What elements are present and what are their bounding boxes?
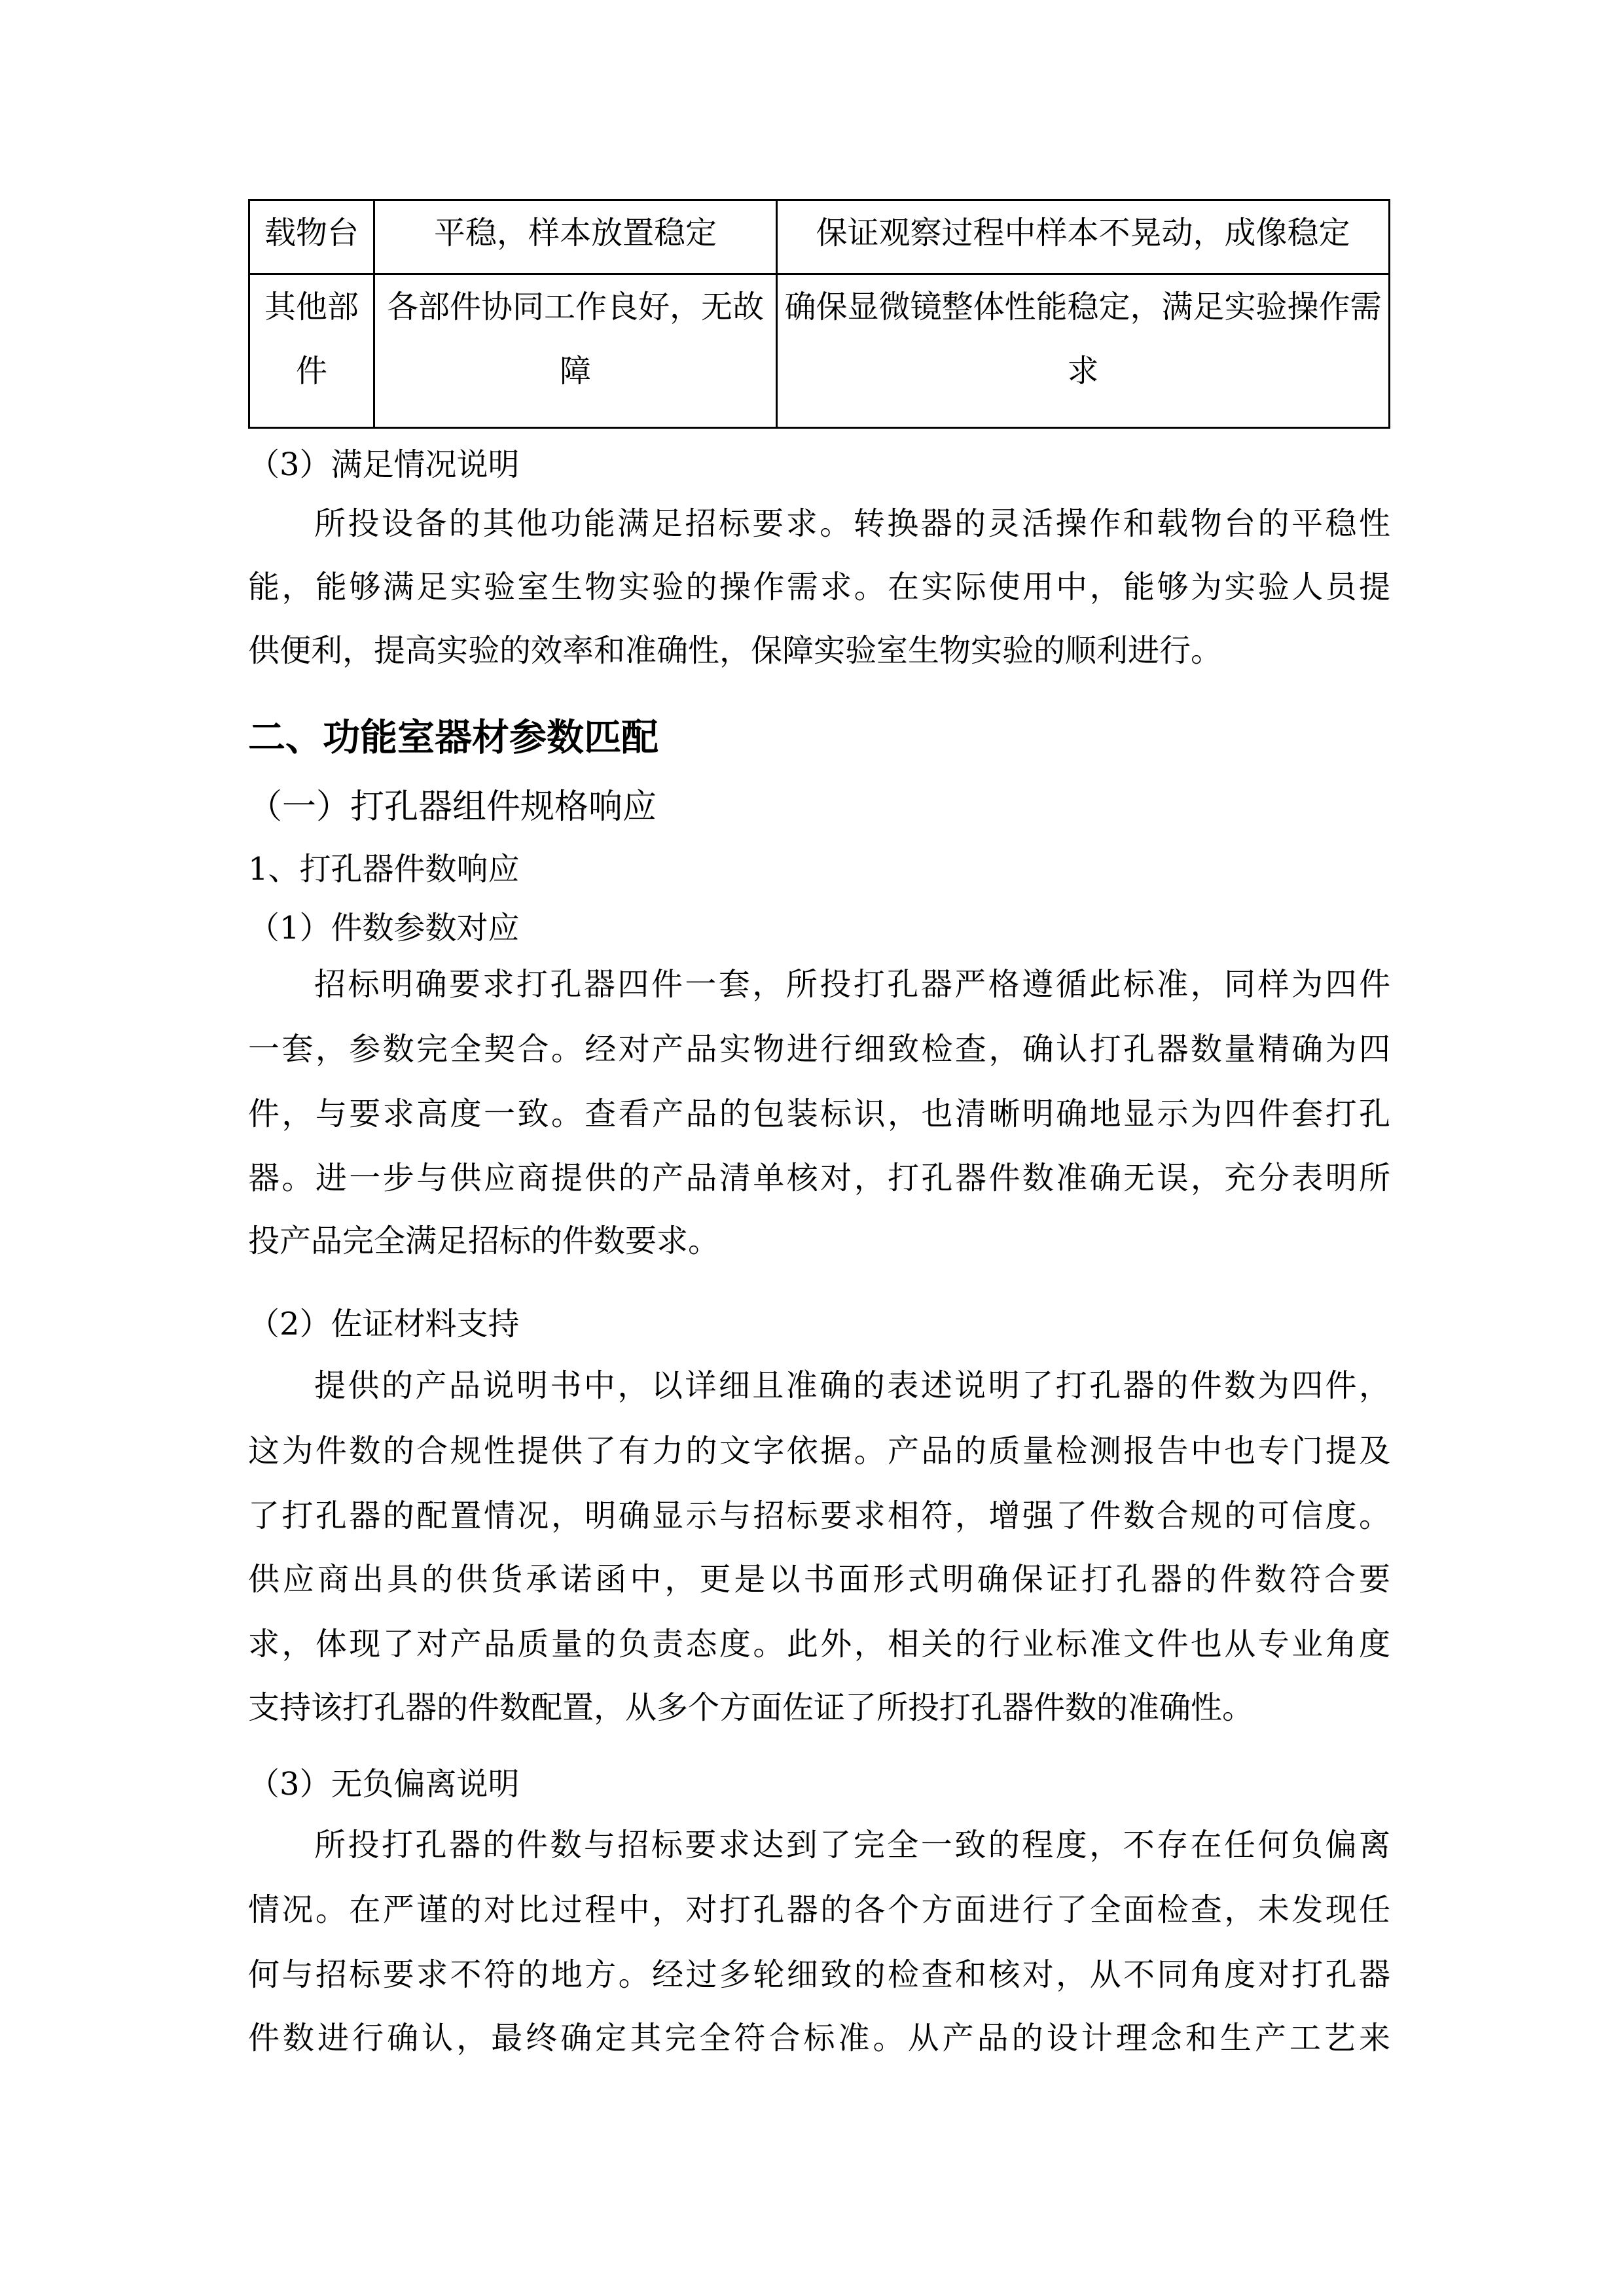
subheading: （3）无负偏离说明 [248,1766,520,1803]
table-cell: 载物台 [249,200,374,274]
paragraph-line: 何与招标要求不符的地方。经过多轮细致的检查和核对，从不同角度对打孔器 [248,1956,1390,1993]
table-cell: 确保显微镜整体性能稳定，满足实验操作需求 [777,274,1390,428]
paragraph-line: 器。进一步与供应商提供的产品清单核对，打孔器件数准确无误，充分表明所 [248,1160,1390,1196]
paragraph-line: 件，与要求高度一致。查看产品的包装标识，也清晰明确地显示为四件套打孔 [248,1096,1390,1132]
table-cell: 其他部件 [249,274,374,428]
table-cell: 各部件协同工作良好，无故障 [374,274,777,428]
paragraph-line: 招标明确要求打孔器四件一套，所投打孔器严格遵循此标准，同样为四件 [314,966,1390,1003]
subheading: （3）满足情况说明 [248,446,520,483]
subheading: （2）佐证材料支持 [248,1306,520,1342]
paragraph-line: 投产品完全满足招标的件数要求。 [248,1223,720,1259]
paragraph-line: 情况。在严谨的对比过程中，对打孔器的各个方面进行了全面检查，未发现任 [248,1892,1390,1928]
paragraph-line: 件数进行确认，最终确定其完全符合标准。从产品的设计理念和生产工艺来 [248,2020,1390,2056]
paragraph-line: 一套，参数完全契合。经对产品实物进行细致检查，确认打孔器数量精确为四 [248,1031,1390,1067]
section-heading: 二、功能室器材参数匹配 [248,716,659,759]
paragraph-line: 供便利，提高实验的效率和准确性，保障实验室生物实验的顺利进行。 [248,632,1223,669]
table-row [249,200,1390,274]
paragraph-line: 这为件数的合规性提供了有力的文字依据。产品的质量检测报告中也专门提及 [248,1433,1390,1469]
paragraph-line: 了打孔器的配置情况，明确显示与招标要求相符，增强了件数合规的可信度。 [248,1498,1390,1534]
paragraph-line: 求，体现了对产品质量的负责态度。此外，相关的行业标准文件也从专业角度 [248,1626,1390,1662]
spec-table [248,199,1390,429]
section-heading: （一）打孔器组件规格响应 [248,787,657,827]
paragraph-line: 支持该打孔器的件数配置，从多个方面佐证了所投打孔器件数的准确性。 [248,1689,1254,1726]
paragraph-line: 能，能够满足实验室生物实验的操作需求。在实际使用中，能够为实验人员提 [248,569,1390,605]
paragraph-line: 所投打孔器的件数与招标要求达到了完全一致的程度，不存在任何负偏离 [314,1827,1390,1863]
subheading: （1）件数参数对应 [248,910,520,946]
paragraph-line: 提供的产品说明书中，以详细且准确的表述说明了打孔器的件数为四件， [314,1367,1390,1404]
table-cell: 平稳，样本放置稳定 [374,200,777,274]
table-cell: 保证观察过程中样本不晃动，成像稳定 [777,200,1390,274]
subheading: 1、打孔器件数响应 [248,851,520,888]
table-row [249,274,1390,428]
paragraph-line: 所投设备的其他功能满足招标要求。转换器的灵活操作和载物台的平稳性 [314,505,1390,542]
paragraph-line: 供应商出具的供货承诺函中，更是以书面形式明确保证打孔器的件数符合要 [248,1561,1390,1598]
